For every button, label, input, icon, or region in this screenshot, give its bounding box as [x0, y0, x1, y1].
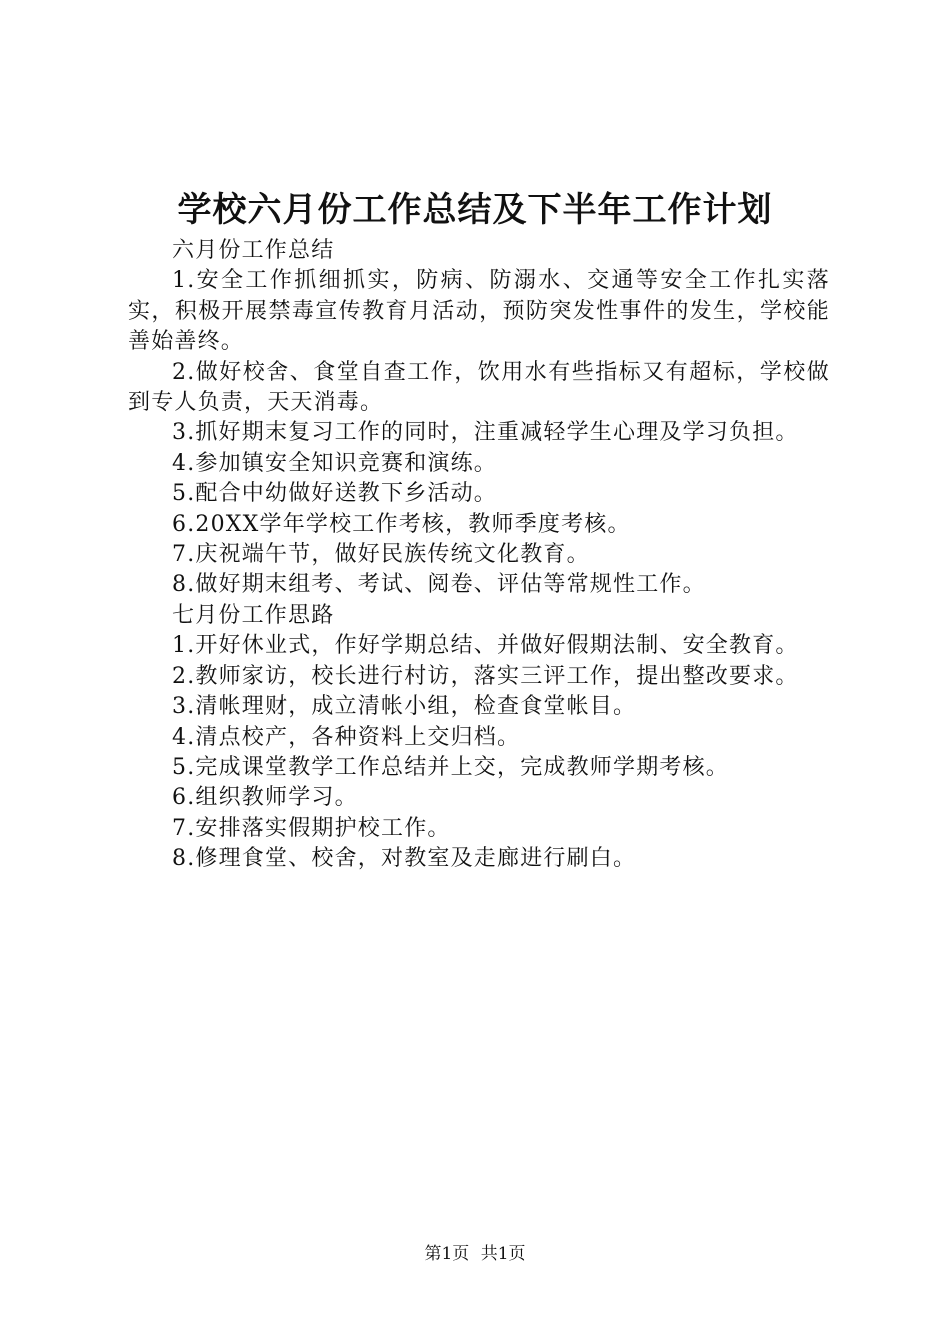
july-item-7: 7.安排落实假期护校工作。	[172, 815, 451, 841]
july-item-1: 1.开好休业式，作好学期总结、并做好假期法制、安全教育。	[172, 633, 799, 659]
june-item-7: 7.庆祝端午节，做好民族传统文化教育。	[172, 542, 590, 568]
june-item-2: 2.做好校舍、食堂自查工作，饮用水有些指标又有超标，学校做到专人负责，天天消毒。	[128, 359, 830, 416]
document-body	[128, 236, 830, 875]
july-item-6: 6.组织教师学习。	[172, 785, 358, 811]
june-item-1: 1.安全工作抓细抓实，防病、防溺水、交通等安全工作扎实落实，积极开展禁毒宣传教育月活动，预防突发性事件的发生，学校能善始善终。	[128, 268, 830, 355]
document-title: 学校六月份工作总结及下半年工作计划	[177, 190, 773, 230]
june-item-8: 8.做好期末组考、考试、阅卷、评估等常规性工作。	[172, 572, 706, 598]
section-heading-july: 七月份工作思路	[172, 602, 335, 628]
page-number: 第1页	[424, 1244, 470, 1264]
july-item-2: 2.教师家访，校长进行村访，落实三评工作，提出整改要求。	[172, 663, 799, 689]
june-item-4: 4.参加镇安全知识竞赛和演练。	[172, 450, 497, 476]
page-total: 共1页	[480, 1244, 526, 1264]
july-item-4: 4.清点校产，各种资料上交归档。	[172, 724, 521, 750]
section-heading-june: 六月份工作总结	[172, 238, 335, 263]
july-item-8: 8.修理食堂、校舍，对教室及走廊进行刷白。	[172, 846, 637, 872]
june-item-3: 3.抓好期末复习工作的同时，注重减轻学生心理及学习负担。	[172, 420, 799, 446]
july-item-5: 5.完成课堂教学工作总结并上交，完成教师学期考核。	[172, 754, 729, 780]
june-item-6: 6.20XX学年学校工作考核，教师季度考核。	[172, 511, 631, 537]
page-footer	[0, 1243, 950, 1265]
june-item-5: 5.配合中幼做好送教下乡活动。	[172, 481, 497, 507]
july-item-3: 3.清帐理财，成立清帐小组，检查食堂帐目。	[172, 694, 637, 720]
